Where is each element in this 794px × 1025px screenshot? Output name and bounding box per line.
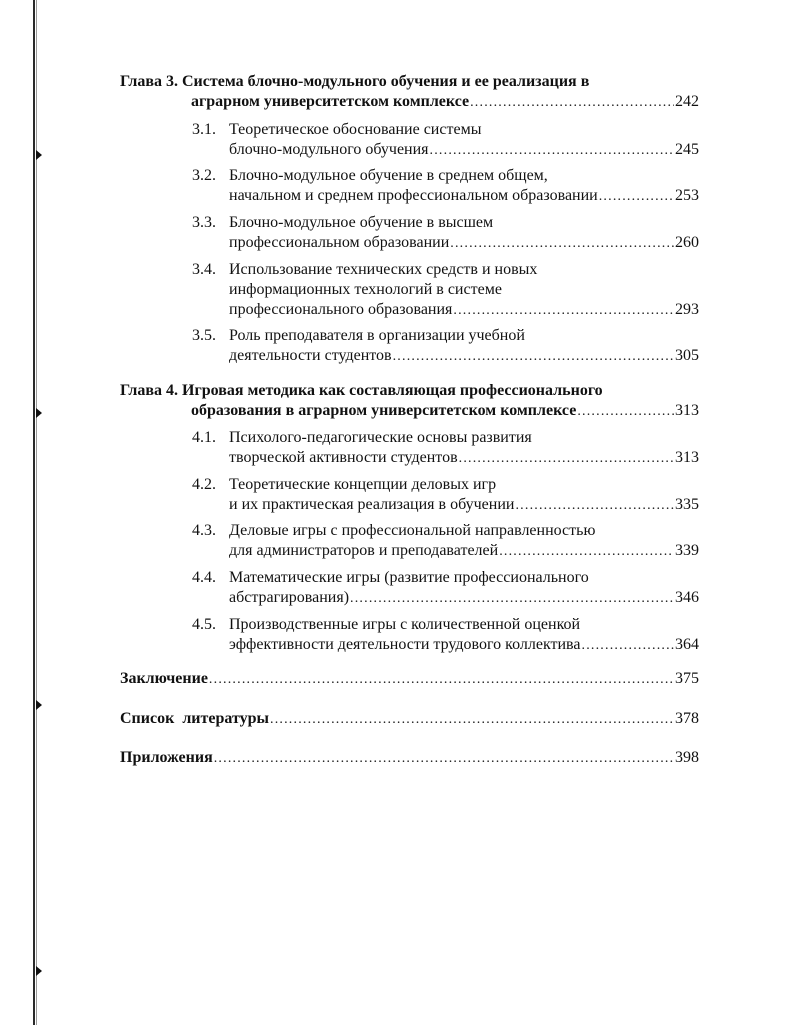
section-entry	[229, 346, 699, 367]
section-title: для администраторов и преподавателей	[229, 542, 499, 559]
chapter-3-heading	[120, 72, 589, 92]
section-entry	[229, 635, 699, 656]
leader-dots	[599, 187, 674, 207]
section-title: Математические игры (развитие профессионального	[229, 569, 589, 586]
section-title: информационных технологий в системе	[229, 281, 502, 298]
section-title: профессионального образования	[229, 301, 453, 318]
leader-dots	[450, 234, 674, 254]
chapter-title-line: Система блочно-модульного обучения и ее реализация в	[182, 73, 590, 90]
leader-dots	[459, 449, 674, 469]
page-number: 245	[675, 141, 699, 158]
section-title: Теоретическое обоснование системы	[229, 121, 482, 138]
chapter-title-line: образования в аграрном университетском комплексе	[191, 402, 577, 419]
section-title-line	[229, 213, 493, 233]
section-title-line	[229, 280, 502, 300]
section-title: Теоретические концепции деловых игр	[229, 476, 497, 493]
section-number: 3.3.	[192, 214, 216, 231]
section-entry	[229, 448, 699, 469]
page-number: 375	[675, 670, 699, 687]
leader-dots	[393, 347, 674, 367]
section-title-line	[229, 326, 525, 346]
page-number: 378	[675, 710, 699, 727]
page-number: 242	[675, 93, 699, 110]
section-title: творческой активности студентов	[229, 449, 458, 466]
section-number: 4.2.	[192, 476, 216, 493]
chapter-3-entry	[191, 92, 699, 113]
page-number: 313	[675, 402, 699, 419]
appendices-entry	[120, 748, 699, 769]
section-title-line	[229, 475, 496, 495]
references-title: Список литературы	[120, 710, 269, 727]
page-number: 364	[675, 636, 699, 653]
section-title: начальном и среднем профессиональном образовании	[229, 187, 598, 204]
section-title: Производственные игры с количественной оценкой	[229, 616, 581, 633]
leader-dots	[577, 402, 674, 422]
section-title-line	[229, 428, 532, 448]
chapter-title-line: аграрном университетском комплексе	[191, 93, 470, 110]
section-title: Блочно-модульное обучение в среднем общем,	[229, 167, 548, 184]
section-number: 4.4.	[192, 569, 216, 586]
leader-dots	[470, 93, 674, 113]
references-entry	[120, 709, 699, 730]
leader-dots	[350, 589, 674, 609]
section-title: Деловые игры с профессиональной направленностью	[229, 522, 596, 539]
page-number: 346	[675, 589, 699, 606]
section-title: и их практическая реализация в обучении	[229, 496, 515, 513]
leader-dots	[270, 710, 674, 730]
section-number: 3.1.	[192, 121, 216, 138]
section-title-line	[229, 260, 537, 280]
section-title: профессиональном образовании	[229, 234, 450, 251]
section-title: Блочно-модульное обучение в высшем	[229, 214, 494, 231]
section-number: 3.5.	[192, 327, 216, 344]
page-number: 339	[675, 542, 699, 559]
leader-dots	[499, 542, 674, 562]
page-number: 305	[675, 347, 699, 364]
section-title-line	[229, 568, 589, 588]
leader-dots	[430, 141, 674, 161]
leader-dots	[582, 636, 675, 656]
section-entry	[229, 300, 699, 321]
section-entry	[229, 541, 699, 562]
section-title: абстрагирования)	[229, 589, 350, 606]
section-entry	[229, 495, 699, 516]
section-entry	[229, 186, 699, 207]
section-title: Роль преподавателя в организации учебной	[229, 327, 525, 344]
section-number: 4.3.	[192, 522, 216, 539]
section-number: 4.1.	[192, 429, 216, 446]
chapter-label: Глава 4.	[120, 382, 178, 399]
chapter-title-line: Игровая методика как составляющая профессионального	[182, 382, 603, 399]
section-number: 4.5.	[192, 616, 216, 633]
page-number: 313	[675, 449, 699, 466]
section-title: блочно-модульного обучения	[229, 141, 429, 158]
page-number: 260	[675, 234, 699, 251]
conclusion-title: Заключение	[120, 670, 208, 687]
section-entry	[229, 233, 699, 254]
section-title-line	[229, 521, 595, 541]
leader-dots	[453, 301, 674, 321]
page-number: 398	[675, 749, 699, 766]
section-title: деятельности студентов	[229, 347, 392, 364]
conclusion-entry	[120, 669, 699, 690]
page-number: 253	[675, 187, 699, 204]
leader-dots	[515, 496, 674, 516]
section-entry	[229, 588, 699, 609]
leader-dots	[214, 749, 674, 769]
section-number: 3.2.	[192, 167, 216, 184]
section-title-line	[229, 166, 548, 186]
chapter-4-heading	[120, 381, 603, 401]
section-title: Психолого-педагогические основы развития	[229, 429, 532, 446]
chapter-label: Глава 3.	[120, 73, 178, 90]
leader-dots	[209, 670, 674, 690]
page-number: 335	[675, 496, 699, 513]
appendices-title: Приложения	[120, 749, 213, 766]
section-number: 3.4.	[192, 261, 216, 278]
section-title: Использование технических средств и новых	[229, 261, 538, 278]
page-number: 293	[675, 301, 699, 318]
section-entry	[229, 140, 699, 161]
section-title-line	[229, 615, 580, 635]
section-title-line	[229, 120, 481, 140]
section-title: эффективности деятельности трудового коллектива	[229, 636, 581, 653]
chapter-4-entry	[191, 401, 699, 422]
